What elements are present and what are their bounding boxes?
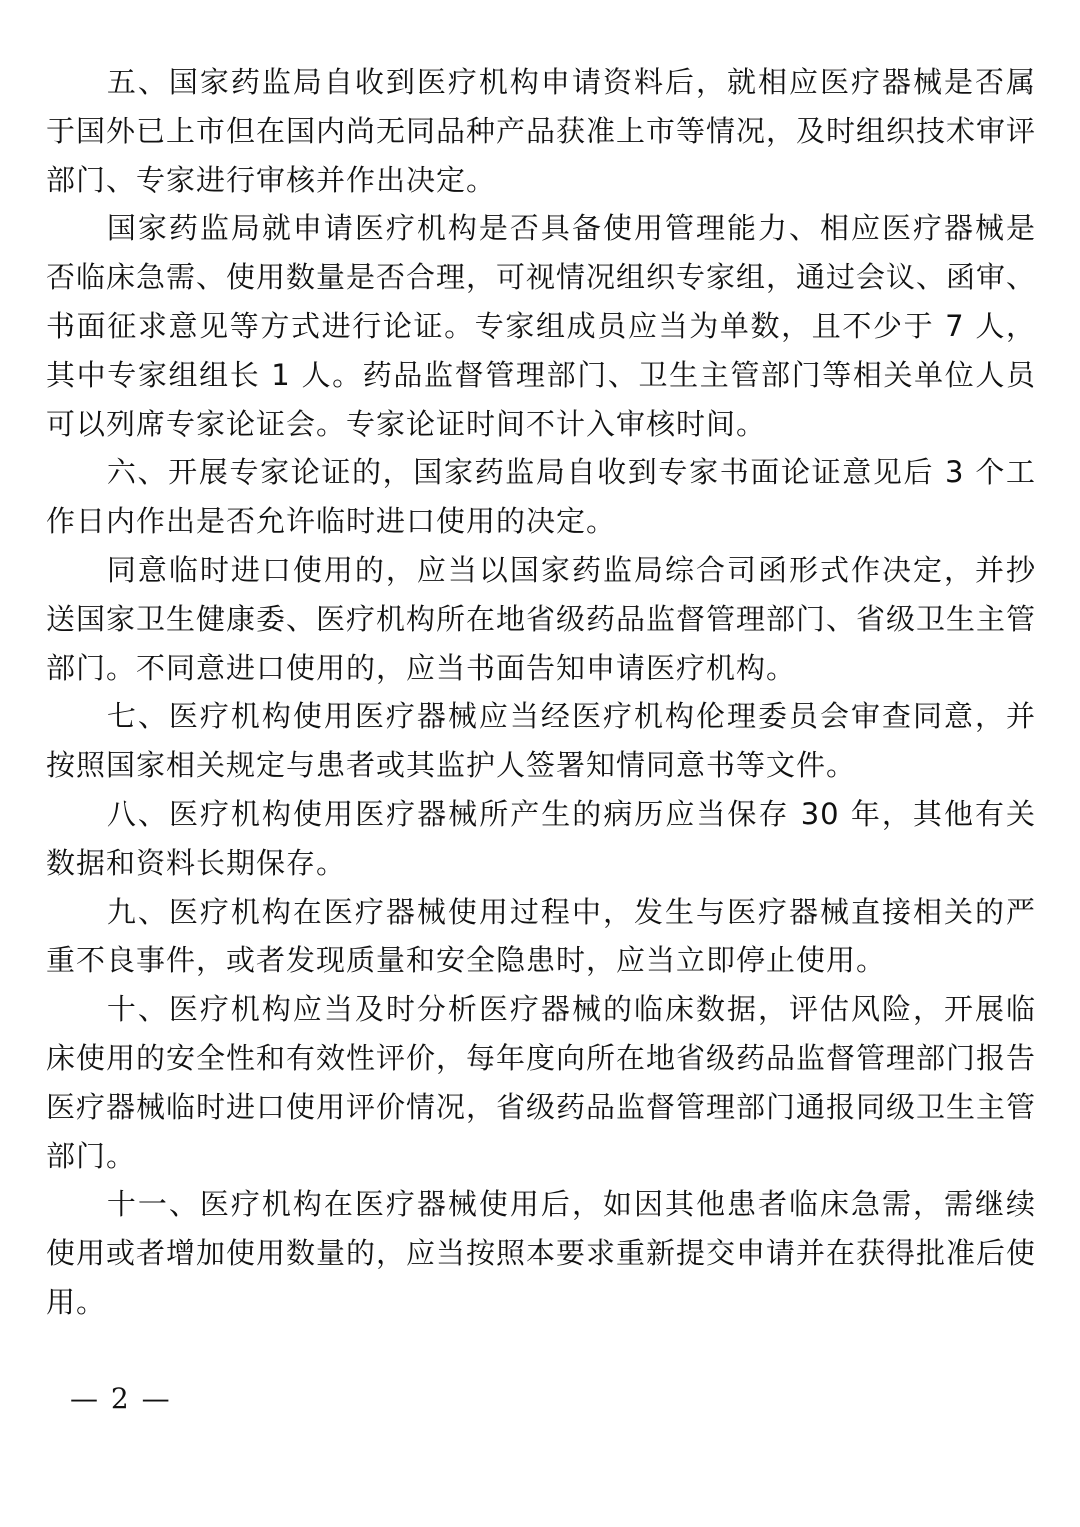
page-number: — 2 —	[70, 1382, 172, 1415]
paragraph-item-8: 八、医疗机构使用医疗器械所产生的病历应当保存 30 年，其他有关数据和资料长期保存。	[46, 796, 1036, 880]
paragraph-item-11: 十一、医疗机构在医疗器械使用后，如因其他患者临床急需，需继续使用或者增加使用数量的，应当按照本要求重新提交申请并在获得批准后使用。	[46, 1187, 1037, 1319]
paragraph-item-10: 十、医疗机构应当及时分析医疗器械的临床数据，评估风险，开展临床使用的安全性和有效性评价，每年度向所在地省级药品监督管理部门报告医疗器械临时进口使用评价情况，省级药品监督管理部门通报同级卫生主管部门。	[46, 992, 1037, 1173]
paragraph-item-5: 五、国家药监局自收到医疗机构申请资料后，就相应医疗器械是否属于国外已上市但在国内尚无同品种产品获准上市等情况，及时组织技术审评部门、专家进行审核并作出决定。	[46, 65, 1037, 197]
paragraph-item-7: 七、医疗机构使用医疗器械应当经医疗机构伦理委员会审查同意，并按照国家相关规定与患者或其监护人签署知情同意书等文件。	[46, 699, 1036, 783]
paragraph-expert-review: 国家药监局就申请医疗机构是否具备使用管理能力、相应医疗器械是否临床急需、使用数量是否合理，可视情况组织专家组，通过会议、函审、书面征求意见等方式进行论证。专家组成员应当为单数，且不少于 7 人，其中专家组组长 1 人。药品监督管理部门、卫生主管部门等相关单位人员可以列席专家论证会。专家论证时间不计入审核时间。	[46, 211, 1037, 441]
paragraph-item-9: 九、医疗机构在医疗器械使用过程中，发生与医疗器械直接相关的严重不良事件，或者发现质量和安全隐患时，应当立即停止使用。	[46, 894, 1036, 978]
document-body	[46, 58, 1036, 1327]
paragraph-approval-notice: 同意临时进口使用的，应当以国家药监局综合司函形式作决定，并抄送国家卫生健康委、医疗机构所在地省级药品监督管理部门、省级卫生主管部门。不同意进口使用的，应当书面告知申请医疗机构。	[46, 552, 1037, 685]
paragraph-item-6: 六、开展专家论证的，国家药监局自收到专家书面论证意见后 3 个工作日内作出是否允许临时进口使用的决定。	[46, 455, 1036, 539]
